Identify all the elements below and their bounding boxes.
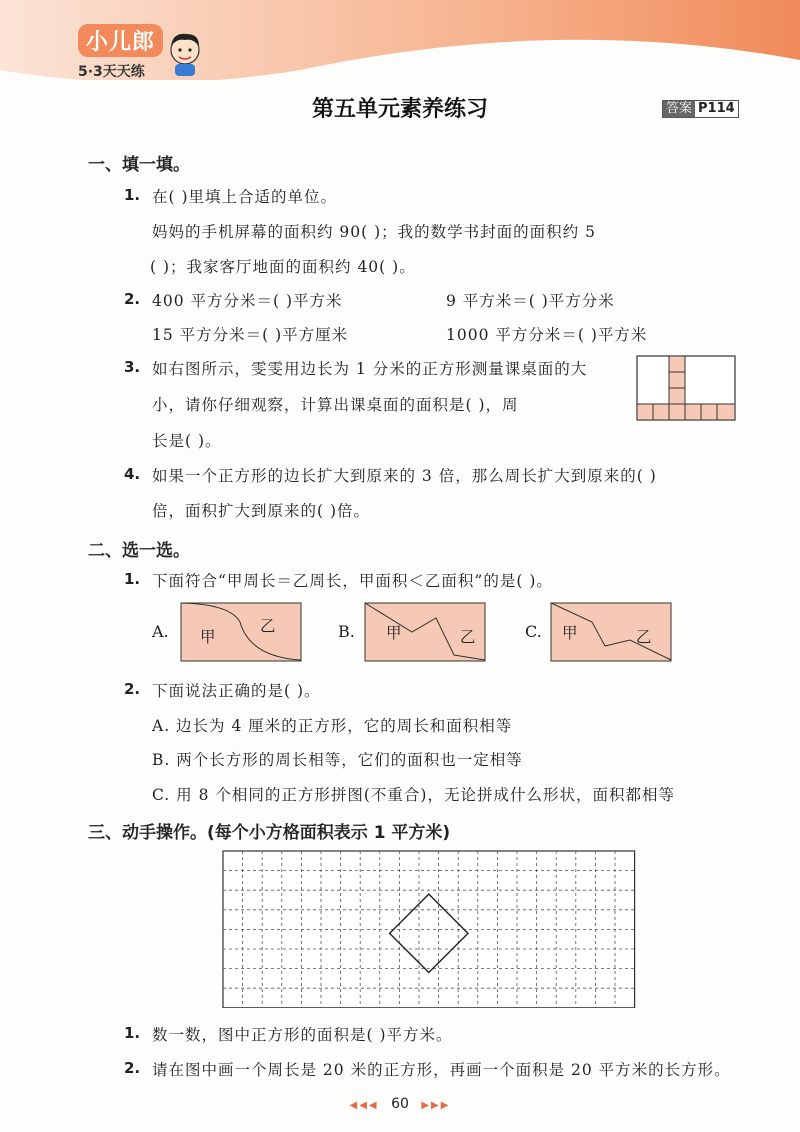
answer-reference[interactable]	[662, 100, 739, 118]
answer-label: 答案	[663, 101, 695, 117]
option-b-letter[interactable]: B.	[338, 622, 355, 641]
s3-q2-number: 2.	[124, 1059, 141, 1077]
s2-q2-prompt: 下面说法正确的是( )。	[152, 682, 321, 700]
mascot-boy-icon	[165, 28, 205, 78]
section-3-note: (每个小方格面积表示 1 平方米)	[207, 823, 451, 843]
option-a-left-label: 甲	[200, 628, 217, 646]
desk-measure-figure	[636, 355, 736, 421]
page-footer	[0, 1096, 800, 1112]
brand-name: 小儿郎	[78, 24, 163, 57]
q4-line-1: 如果一个正方形的边长扩大到原来的 3 倍，那么周长扩大到原来的( )	[152, 467, 657, 485]
option-b-right-label: 乙	[460, 628, 477, 646]
s2-q2-option-b[interactable]: B. 两个长方形的周长相等，它们的面积也一定相等	[152, 751, 523, 769]
option-a-right-label: 乙	[260, 617, 277, 635]
q4-number: 4.	[124, 465, 141, 483]
s2-q1-number: 1.	[124, 570, 141, 588]
answer-page: P114	[698, 101, 735, 116]
section-3-heading	[88, 818, 450, 843]
option-c-left-label: 甲	[562, 624, 579, 642]
q2-item-4: 1000 平方分米＝( )平方米	[446, 326, 648, 344]
page-number: 60	[391, 1096, 409, 1112]
q2-item-1: 400 平方分米＝( )平方米	[152, 292, 343, 310]
prev-arrows-icon: ◀◀◀	[349, 1100, 379, 1111]
square-grid[interactable]	[222, 850, 636, 1008]
q2-number: 2.	[124, 290, 141, 308]
q3-line-2: 小，请你仔细观察，计算出课桌面的面积是( )，周	[152, 396, 519, 414]
option-a-figure[interactable]	[180, 602, 302, 662]
s3-q1-number: 1.	[124, 1024, 141, 1042]
q1-prompt: 在( )里填上合适的单位。	[152, 188, 338, 206]
s2-q2-option-c[interactable]: C. 用 8 个相同的正方形拼图(不重合)，无论拼成什么形状，面积都相等	[152, 786, 675, 804]
q3-number: 3.	[124, 358, 141, 376]
series-name: 5·3天天练	[78, 64, 145, 80]
next-arrows-icon: ▶▶▶	[421, 1100, 451, 1111]
s2-q2-option-a[interactable]: A. 边长为 4 厘米的正方形，它的周长和面积相等	[152, 717, 513, 735]
s2-q1-prompt: 下面符合“甲周长＝乙周长，甲面积＜乙面积”的是( )。	[152, 572, 553, 590]
option-a-letter[interactable]: A.	[152, 622, 169, 641]
option-c-letter[interactable]: C.	[525, 622, 542, 641]
s2-q2-number: 2.	[124, 680, 141, 698]
q3-line-3: 长是( )。	[152, 432, 222, 450]
section-1-heading: 一、填一填。	[88, 155, 190, 175]
s3-q2-text: 请在图中画一个周长是 20 米的正方形，再画一个面积是 20 平方米的长方形。	[152, 1061, 731, 1079]
q3-line-1: 如右图所示，雯雯用边长为 1 分米的正方形测量课桌面的大	[152, 360, 588, 378]
q4-line-2: 倍，面积扩大到原来的( )倍。	[152, 502, 371, 520]
q1-line-2: ( )；我家客厅地面的面积约 40( )。	[150, 258, 416, 276]
option-b-left-label: 甲	[386, 624, 403, 642]
q1-line-1: 妈妈的手机屏幕的面积约 90( )；我的数学书封面的面积约 5	[152, 223, 596, 241]
q1-number: 1.	[124, 186, 141, 204]
s3-q1-text: 数一数，图中正方形的面积是( )平方米。	[152, 1026, 453, 1044]
section-3-title: 三、动手操作。	[88, 823, 207, 843]
section-2-heading: 二、选一选。	[88, 541, 190, 561]
option-c-right-label: 乙	[636, 628, 653, 646]
q2-item-3: 15 平方分米＝( )平方厘米	[152, 326, 349, 344]
brand-logo	[78, 24, 163, 81]
q2-item-2: 9 平方米＝( )平方分米	[446, 292, 615, 310]
page-title: 第五单元素养练习	[311, 97, 488, 122]
